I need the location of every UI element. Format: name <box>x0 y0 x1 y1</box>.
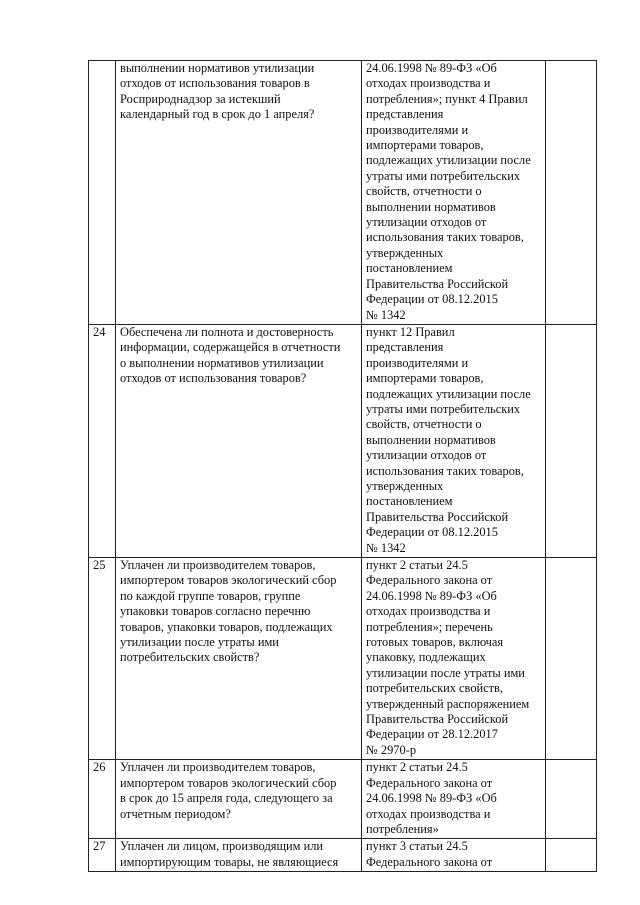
reference-line: использования таких товаров, <box>366 230 524 245</box>
question-cell <box>116 839 362 872</box>
question-line: Росприроднадзор за истекший <box>120 91 281 106</box>
reference-line: импортерами товаров, <box>366 138 484 153</box>
question-line: Уплачен ли производителем товаров, <box>120 760 316 775</box>
question-line: о выполнении нормативов утилизации <box>120 355 324 370</box>
reference-line: № 2970-р <box>366 742 417 757</box>
question-line: импортером товаров экологический сбор <box>120 775 337 790</box>
question-line: отчетным периодом? <box>120 806 231 821</box>
reference-line: представления <box>366 107 444 122</box>
reference-line: № 1342 <box>366 307 406 322</box>
reference-line: 24.06.1998 № 89-ФЗ «Об <box>366 61 497 75</box>
question-line: календарный год в срок до 1 апреля? <box>120 107 315 122</box>
reference-line: 24.06.1998 № 89-ФЗ «Об <box>366 588 497 603</box>
reference-line: потребительских свойств, <box>366 681 504 696</box>
question-line: упаковки товаров согласно перечню <box>120 604 311 619</box>
reference-line: постановлением <box>366 261 453 276</box>
row-number: 26 <box>89 760 116 839</box>
reference-line: потребления» <box>366 821 439 836</box>
legal-reference-cell <box>362 760 546 839</box>
question-line: по каждой группе товаров, группе <box>120 588 301 603</box>
reference-line: Федерального закона от <box>366 573 493 588</box>
legal-reference-cell <box>362 324 546 557</box>
reference-line: отходах производства и <box>366 76 491 91</box>
question-cell <box>116 558 362 760</box>
checklist-table <box>88 60 597 872</box>
reference-line: готовых товаров, включая <box>366 635 504 650</box>
question-line: отходов от использования товаров? <box>120 371 307 386</box>
table-row <box>89 61 597 325</box>
reference-line: пункт 3 статьи 24.5 <box>366 839 468 854</box>
reference-line: упаковку, подлежащих <box>366 650 486 665</box>
row-number: 25 <box>89 558 116 760</box>
reference-line: утвержденных <box>366 245 444 260</box>
reference-line: потребления»; перечень <box>366 619 493 634</box>
reference-line: пункт 2 статьи 24.5 <box>366 558 468 572</box>
question-line: импортирующим товары, не являющиеся <box>120 854 339 869</box>
question-line: потребительских свойств? <box>120 650 260 665</box>
reference-line: использования таких товаров, <box>366 463 524 478</box>
table-row <box>89 324 597 557</box>
reference-line: пункт 2 статьи 24.5 <box>366 760 468 775</box>
reference-line: потребления»; пункт 4 Правил <box>366 91 528 106</box>
answer-cell <box>546 558 597 760</box>
answer-cell <box>546 760 597 839</box>
question-line: Обеспечена ли полнота и достоверность <box>120 324 334 339</box>
row-number: 27 <box>89 839 116 872</box>
row-number: 24 <box>89 324 116 557</box>
reference-line: постановлением <box>366 494 453 509</box>
checklist-body <box>89 61 597 872</box>
reference-line: утилизации отходов от <box>366 448 487 463</box>
legal-reference-cell <box>362 558 546 760</box>
reference-line: подлежащих утилизации после <box>366 386 531 401</box>
question-cell <box>116 324 362 557</box>
reference-line: свойств, отчетности о <box>366 184 482 199</box>
reference-line: утилизации отходов от <box>366 215 487 230</box>
reference-line: Федерации от 28.12.2017 <box>366 727 498 742</box>
reference-line: свойств, отчетности о <box>366 417 482 432</box>
legal-reference-cell <box>362 839 546 872</box>
reference-line: утраты ими потребительских <box>366 401 521 416</box>
reference-line: утвержденный распоряжением <box>366 696 530 711</box>
reference-line: выполнении нормативов <box>366 432 496 447</box>
reference-line: Правительства Российской <box>366 712 509 727</box>
reference-line: выполнении нормативов <box>366 199 496 214</box>
reference-line: пункт 12 Правил <box>366 324 455 339</box>
reference-line: отходах производства и <box>366 604 491 619</box>
reference-line: 24.06.1998 № 89-ФЗ «Об <box>366 791 497 806</box>
reference-line: импортерами товаров, <box>366 371 484 386</box>
question-cell <box>116 61 362 325</box>
reference-line: Федерального закона от <box>366 775 493 790</box>
question-line: утилизации после утраты ими <box>120 635 279 650</box>
question-line: товаров, упаковки товаров, подлежащих <box>120 619 333 634</box>
reference-line: Федерального закона от <box>366 854 493 869</box>
question-line: Уплачен ли производителем товаров, <box>120 558 316 572</box>
answer-cell <box>546 324 597 557</box>
question-cell <box>116 760 362 839</box>
reference-line: утраты ими потребительских <box>366 168 521 183</box>
question-line: отходов от использования товаров в <box>120 76 310 91</box>
answer-cell <box>546 839 597 872</box>
legal-reference-cell <box>362 61 546 325</box>
question-line: информации, содержащейся в отчетности <box>120 340 341 355</box>
table-row <box>89 760 597 839</box>
table-row <box>89 839 597 872</box>
question-line: Уплачен ли лицом, производящим или <box>120 839 324 854</box>
row-number <box>89 61 116 325</box>
reference-line: Федерации от 08.12.2015 <box>366 525 498 540</box>
reference-line: Правительства Российской <box>366 276 509 291</box>
reference-line: № 1342 <box>366 540 406 555</box>
reference-line: утвержденных <box>366 478 444 493</box>
reference-line: Правительства Российской <box>366 509 509 524</box>
table-row <box>89 558 597 760</box>
question-line: в срок до 15 апреля года, следующего за <box>120 791 333 806</box>
reference-line: отходах производства и <box>366 806 491 821</box>
reference-line: подлежащих утилизации после <box>366 153 531 168</box>
reference-line: представления <box>366 340 444 355</box>
question-line: выполнении нормативов утилизации <box>120 61 315 75</box>
answer-cell <box>546 61 597 325</box>
question-line: импортером товаров экологический сбор <box>120 573 337 588</box>
reference-line: утилизации после утраты ими <box>366 665 525 680</box>
reference-line: Федерации от 08.12.2015 <box>366 292 498 307</box>
reference-line: производителями и <box>366 122 469 137</box>
reference-line: производителями и <box>366 355 469 370</box>
